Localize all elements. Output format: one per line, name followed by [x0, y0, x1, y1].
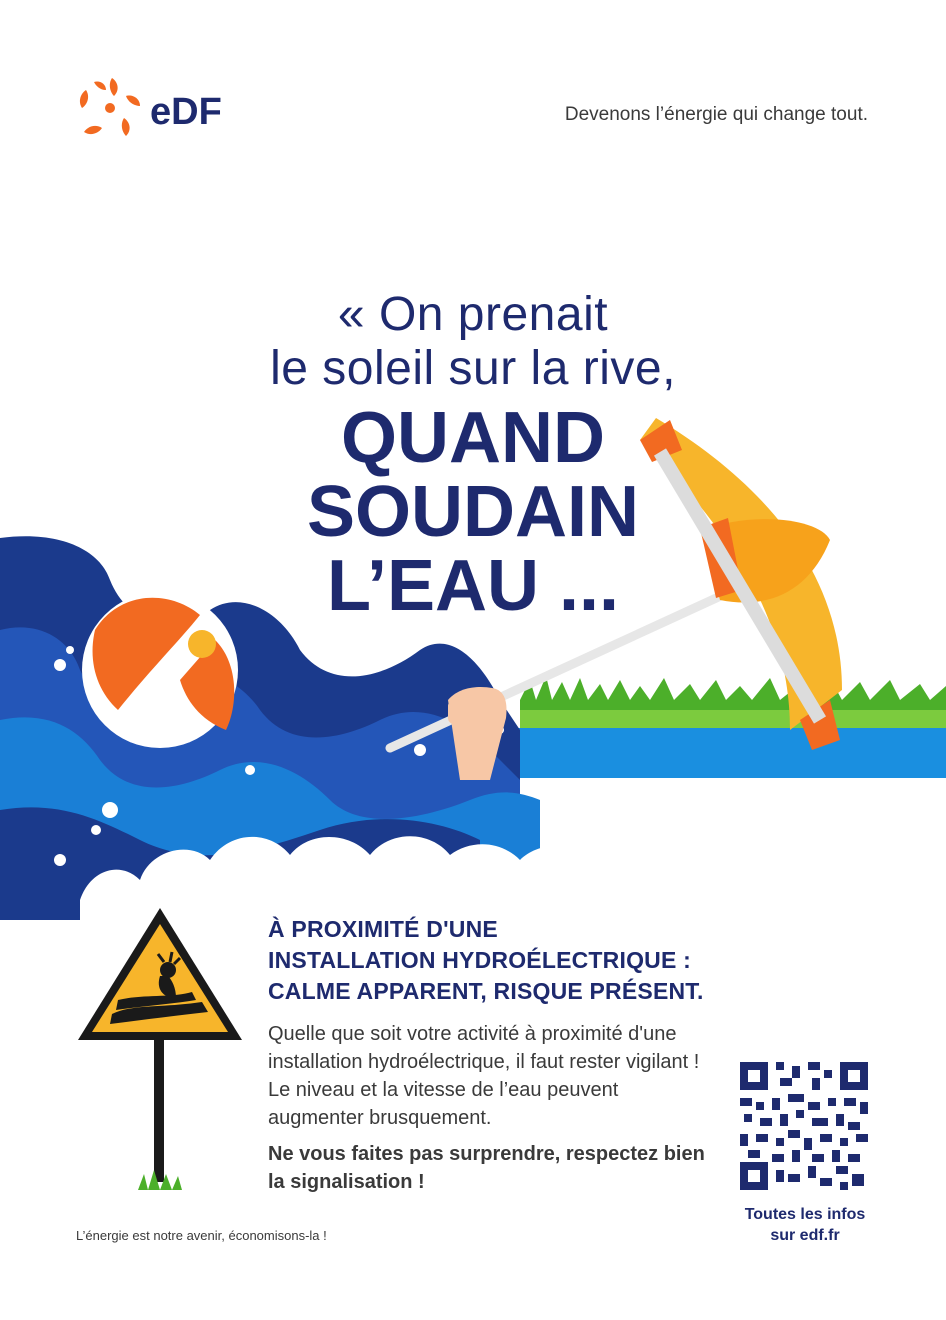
- headline-line2: le soleil sur la rive,: [270, 342, 676, 395]
- headline-line4: SOUDAIN: [306, 472, 639, 552]
- qr-caption-line1: Toutes les infos: [744, 1206, 866, 1223]
- headline: [0, 288, 946, 626]
- headline-line5: L’EAU ...: [326, 546, 620, 626]
- warning-strong: Ne vous faites pas surprendre, respectez bien la signalisation !: [268, 1143, 705, 1193]
- headline-line3: QUAND: [341, 398, 605, 478]
- tagline: Devenons l’énergie qui change tout.: [564, 104, 868, 125]
- warning-title-line3: CALME APPARENT, RISQUE PRÉSENT.: [268, 978, 704, 1004]
- warning-sign-icon: [72, 904, 248, 1196]
- warning-body: Quelle que soit votre activité à proximité d'une installation hydroélectrique, il faut rester vigilant ! Le niveau et la vitesse de l’eau peuvent augmenter brusquement.: [268, 1023, 700, 1129]
- footer-text: L’énergie est notre avenir, économisons-la !: [76, 1228, 327, 1243]
- qr-caption: [720, 1204, 890, 1246]
- grass-icon: [520, 676, 946, 730]
- qr-caption-line2: sur edf.fr: [770, 1227, 840, 1244]
- warning-title-line1: À PROXIMITÉ D'UNE: [268, 916, 498, 942]
- warning-title: [268, 914, 704, 1007]
- headline-line1: « On prenait: [337, 288, 609, 341]
- warning-title-line2: INSTALLATION HYDROÉLECTRIQUE :: [268, 947, 691, 973]
- edf-logo: [76, 74, 236, 140]
- qr-code[interactable]: [740, 1062, 868, 1190]
- brand-name: eDF: [150, 91, 222, 133]
